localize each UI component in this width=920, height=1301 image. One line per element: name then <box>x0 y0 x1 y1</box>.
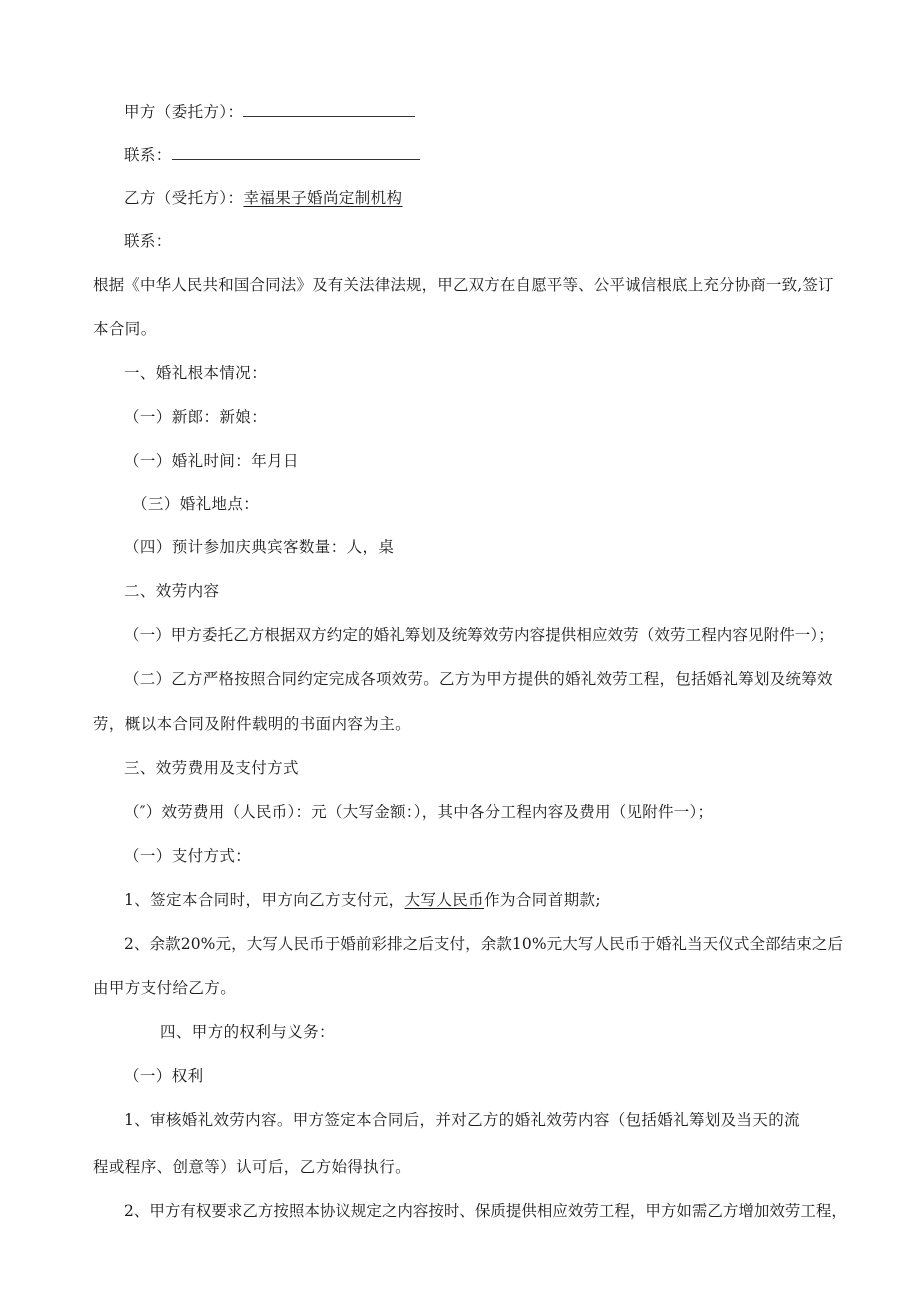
payment-item-1-tail: 作为合同首期款; <box>484 891 602 909</box>
section-3-payment-title: （一）支付方式： <box>124 847 252 865</box>
section-2-item-2-line-2: 劳，概以本合同及附件载明的书面内容为主。 <box>93 715 412 733</box>
section-1-item: （三）婚礼地点： <box>132 495 260 513</box>
party-a-line <box>124 102 415 122</box>
contact-b-label: 联系： <box>124 232 172 250</box>
contact-a-label: 联系： <box>124 146 172 164</box>
party-b-label: 乙方（受托方）： <box>124 189 244 207</box>
party-a-label: 甲方（委托方）： <box>124 103 244 121</box>
party-b-name: 幸福果子婚尚定制机构 <box>243 189 403 207</box>
section-2-title: 二、效劳内容 <box>124 582 220 600</box>
rights-item-2-line-1: 2、甲方有权要求乙方按照本协议规定之内容按时、保质提供相应效劳工程，甲方如需乙方增加效劳工程， <box>124 1202 847 1220</box>
payment-item-1-text: 1、签定本合同时，甲方向乙方支付元， <box>124 891 405 909</box>
payment-item-2-line-2: 由甲方支付给乙方。 <box>93 979 237 997</box>
preamble-line-1: 根据《中华人民共和国合同法》及有关法律法规，甲乙双方在自愿平等、公平诚信根底上充分协商一致,签订 <box>93 276 834 294</box>
rights-item-1-line-1: 1、审核婚礼效劳内容。甲方签定本合同后，并对乙方的婚礼效劳内容（包括婚礼筹划及当天的流 <box>124 1111 800 1129</box>
contact-a-line <box>124 145 420 165</box>
payment-item-1-underlined: 大写人民币 <box>404 891 485 909</box>
section-1-item: （一）新郎：新娘： <box>124 408 268 426</box>
payment-item-2-line-1: 2、余款20%元，大写人民币于婚前彩排之后支付，余款10%元大写人民币于婚礼当天仪式全部结束之后 <box>124 935 844 953</box>
party-a-blank <box>243 102 415 117</box>
section-4-title: 四、甲方的权利与义务： <box>160 1023 335 1041</box>
preamble-line-2: 本合同。 <box>93 320 157 338</box>
rights-item-1-line-2: 程或程序、创意等）认可后，乙方始得执行。 <box>93 1158 412 1176</box>
section-3-fee: （″）效劳费用（人民币）：元（大写金额：），其中各分工程内容及费用（见附件一）； <box>124 803 714 821</box>
section-2-item-2-line-1: （二）乙方严格按照合同约定完成各项效劳。乙方为甲方提供的婚礼效劳工程，包括婚礼筹划及统筹效 <box>124 670 833 688</box>
contact-a-blank <box>172 145 420 160</box>
section-3-title: 三、效劳费用及支付方式 <box>124 759 299 777</box>
section-4-sub-1: （一）权利 <box>124 1067 204 1085</box>
section-1-title: 一、婚礼根本情况： <box>124 364 268 382</box>
section-2-item-1: （一）甲方委托乙方根据双方约定的婚礼筹划及统筹效劳内容提供相应效劳（效劳工程内容见附件一）； <box>124 626 834 644</box>
party-b-line <box>124 188 402 208</box>
payment-item-1 <box>124 890 601 910</box>
section-1-item: （四）预计参加庆典宾客数量：人，桌 <box>124 538 395 556</box>
section-1-item: （一）婚礼时间：年月日 <box>124 452 299 470</box>
